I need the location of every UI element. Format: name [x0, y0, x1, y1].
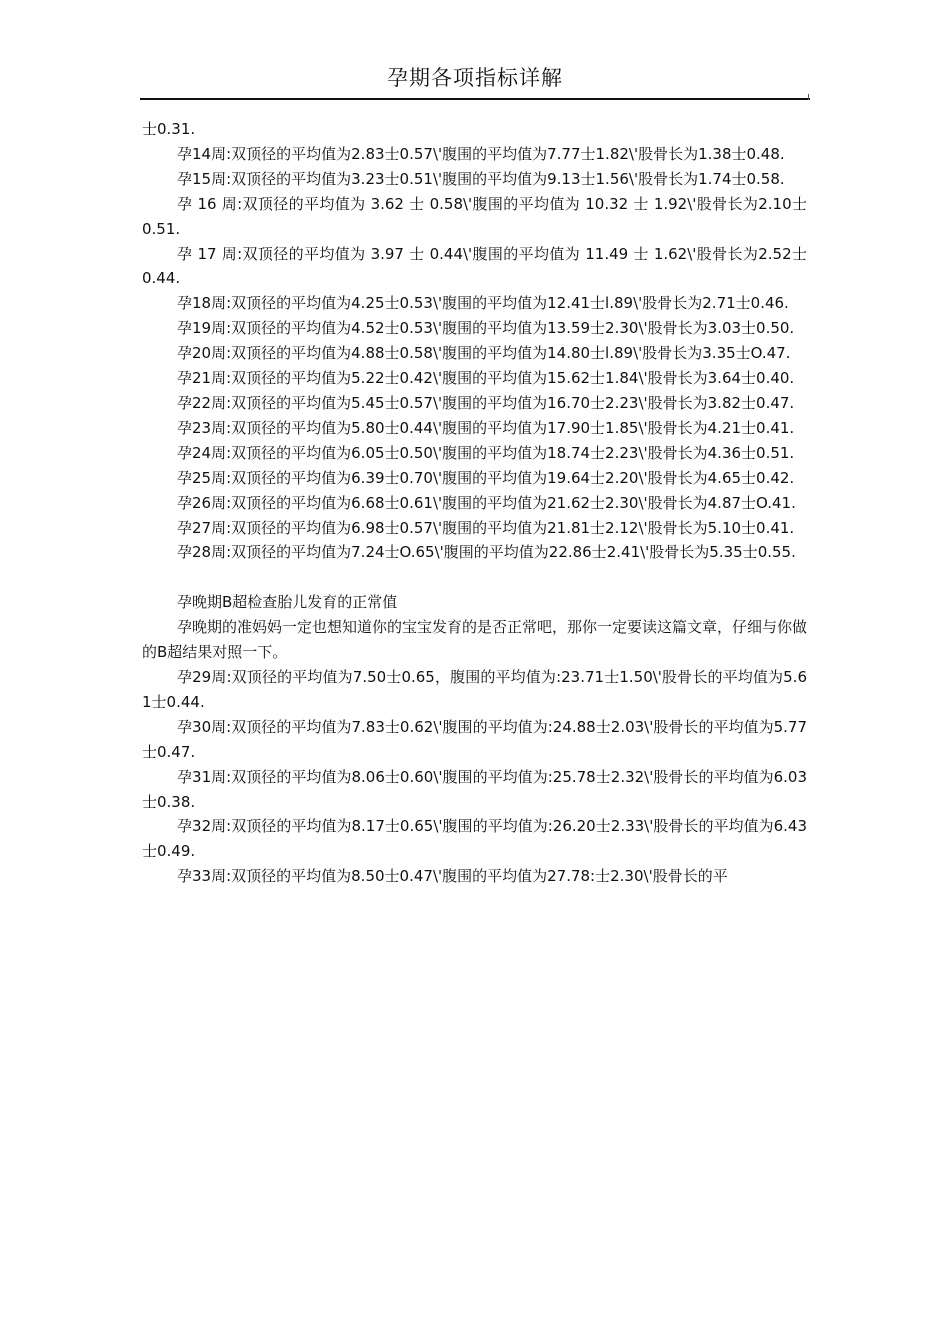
header-divider-tick — [808, 94, 809, 100]
page-title: 孕期各项指标详解 — [387, 66, 563, 90]
paragraph-week-21: 孕21周:双顶径的平均值为5.22士0.42\'腹围的平均值为15.62士1.84\'股骨长为3.64士0.40. — [177, 369, 795, 388]
section-heading: 孕晚期B超检查胎儿发育的正常值 — [177, 593, 398, 612]
paragraph-week-14: 孕14周:双顶径的平均值为2.83士0.57\'腹围的平均值为7.77士1.82\'股骨长为1.38士0.48. — [177, 144, 785, 163]
paragraph-week-20: 孕20周:双顶径的平均值为4.88士0.58\'腹围的平均值为14.80士l.89\'股骨长为3.35士O.47. — [177, 344, 791, 363]
paragraph-week-31: 孕31周:双顶径的平均值为8.06士0.60\'腹围的平均值为:25.78士2.32\'股骨长的平均值为6.03士0.38. — [142, 767, 807, 811]
paragraph-week-30: 孕30周:双顶径的平均值为7.83士0.62\'腹围的平均值为:24.88士2.03\'股骨长的平均值为5.77士0.47. — [142, 717, 807, 761]
section-intro: 孕晚期的准妈妈一定也想知道你的宝宝发育的是否正常吧，那你一定要读这篇文章，仔细与你做的B超结果对照一下。 — [142, 618, 808, 662]
paragraph-week-27: 孕27周:双顶径的平均值为6.98士0.57\'腹围的平均值为21.81士2.12\'股骨长为5.10士0.41. — [177, 518, 795, 537]
paragraph-week-15: 孕15周:双顶径的平均值为3.23士0.51\'腹围的平均值为9.13士1.56\'股骨长为1.74士0.58. — [177, 169, 785, 188]
paragraph-week-29: 孕29周:双顶径的平均值为7.50士0.65，腹围的平均值为:23.71士1.50\'股骨长的平均值为5.61士0.44. — [142, 668, 807, 711]
paragraph-week-25: 孕25周:双顶径的平均值为6.39士0.70\'腹围的平均值为19.64士2.20\'股骨长为4.65士0.42. — [177, 468, 795, 487]
paragraph-week-22: 孕22周:双顶径的平均值为5.45士0.57\'腹围的平均值为16.70士2.23\'股骨长为3.82士0.47. — [177, 393, 795, 412]
paragraph-week-26: 孕26周:双顶径的平均值为6.68士0.61\'腹围的平均值为21.62士2.30\'股骨长为4.87士O.41. — [177, 493, 796, 512]
paragraph-week-32: 孕32周:双顶径的平均值为8.17士0.65\'腹围的平均值为:26.20士2.33\'股骨长的平均值为6.43士0.49. — [142, 817, 807, 861]
header-divider — [140, 98, 810, 100]
paragraph-week-33: 孕33周:双顶径的平均值为8.50士0.47\'腹围的平均值为27.78:士2.30\'股骨长的平 — [177, 867, 728, 886]
paragraph-continuation: 士0.31. — [142, 120, 196, 138]
paragraph-week-16: 孕 16 周:双顶径的平均值为 3.62 士 0.58\'腹围的平均值为 10.32 士 1.92\'股骨长为2.10士0.51. — [142, 194, 807, 238]
paragraph-week-24: 孕24周:双顶径的平均值为6.05士0.50\'腹围的平均值为18.74士2.23\'股骨长为4.36士0.51. — [177, 443, 795, 462]
paragraph-week-18: 孕18周:双顶径的平均值为4.25士0.53\'腹围的平均值为12.41士l.89\'股骨长为2.71士0.46. — [177, 294, 789, 313]
paragraph-week-28: 孕28周:双顶径的平均值为7.24士O.65\'腹围的平均值为22.86士2.41\'股骨长为5.35士0.55. — [177, 543, 796, 562]
document-body — [142, 117, 807, 889]
paragraph-week-17: 孕 17 周:双顶径的平均值为 3.97 士 0.44\'腹围的平均值为 11.49 士 1.62\'股骨长为2.52士0.44. — [142, 244, 807, 288]
paragraph-week-19: 孕19周:双顶径的平均值为4.52士0.53\'腹围的平均值为13.59士2.30\'股骨长为3.03士0.50. — [177, 319, 795, 338]
section-gap — [142, 565, 807, 590]
paragraph-week-23: 孕23周:双顶径的平均值为5.80士0.44\'腹围的平均值为17.90士1.85\'股骨长为4.21士0.41. — [177, 418, 795, 437]
